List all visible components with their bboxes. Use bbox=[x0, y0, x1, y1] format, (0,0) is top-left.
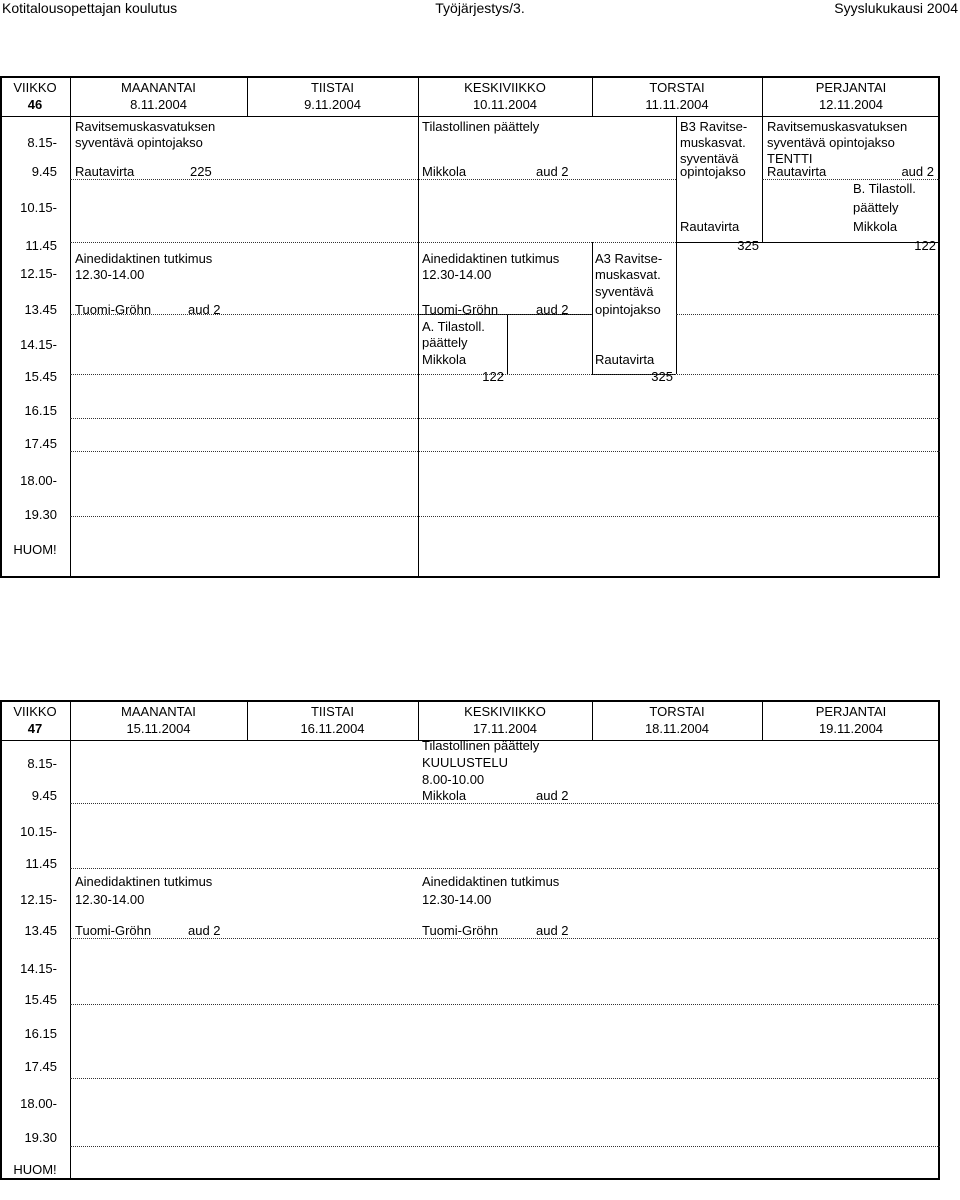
time-label: 15.45 bbox=[24, 369, 57, 384]
time-separator bbox=[676, 314, 940, 315]
day-date: 15.11.2004 bbox=[126, 721, 191, 736]
time-label: 10.15- bbox=[20, 824, 57, 839]
box-border bbox=[676, 116, 677, 242]
time-label: 16.15 bbox=[24, 403, 57, 418]
course-title: Ainedidaktinen tutkimus bbox=[422, 251, 560, 266]
course-title: Ravitsemuskasvatuksen bbox=[767, 119, 908, 134]
course-subtitle: syventävä bbox=[680, 151, 739, 166]
time-label: 16.15 bbox=[24, 1026, 57, 1041]
course-title: Tilastollinen päättely bbox=[422, 119, 540, 134]
header-center: Työjärjestys/3. bbox=[435, 0, 525, 16]
day-name: PERJANTAI bbox=[815, 80, 887, 95]
course-title: B3 Ravitse- bbox=[680, 119, 748, 134]
room-label: 225 bbox=[190, 164, 212, 179]
schedule-week-47 bbox=[0, 700, 960, 1200]
day-name: KESKIVIIKKO bbox=[464, 704, 546, 719]
header-left: Kotitalousopettajan koulutus bbox=[2, 0, 178, 16]
time-label: 10.15- bbox=[20, 200, 57, 215]
room-label: aud 2 bbox=[536, 923, 569, 938]
course-time: 8.00-10.00 bbox=[422, 772, 485, 787]
day-date: 8.11.2004 bbox=[130, 97, 187, 112]
room-label: 325 bbox=[651, 369, 673, 384]
time-label: 9.45 bbox=[31, 164, 57, 179]
day-date: 11.11.2004 bbox=[645, 97, 709, 112]
day-date: 10.11.2004 bbox=[472, 97, 538, 112]
teacher-name: Rautavirta bbox=[75, 164, 135, 179]
room-label: 122 bbox=[914, 238, 936, 253]
time-separator bbox=[70, 868, 940, 869]
time-separator bbox=[70, 1078, 940, 1079]
time-separator bbox=[70, 242, 676, 243]
teacher-name: Rautavirta bbox=[595, 352, 655, 367]
day-date: 18.11.2004 bbox=[644, 721, 710, 736]
time-label: 13.45 bbox=[24, 923, 57, 938]
box-border bbox=[676, 242, 677, 374]
time-separator bbox=[70, 374, 940, 375]
time-label: 11.45 bbox=[25, 856, 57, 871]
room-label: aud 2 bbox=[901, 164, 934, 179]
time-separator bbox=[762, 179, 940, 180]
course-subtitle: syventävä bbox=[595, 284, 654, 299]
teacher-name: Tuomi-Gröhn bbox=[422, 302, 499, 317]
room-label: 325 bbox=[737, 238, 759, 253]
day-name: TIISTAI bbox=[310, 704, 355, 719]
day-name: TORSTAI bbox=[649, 80, 705, 95]
course-subtitle: päättely bbox=[853, 200, 899, 215]
header-right: Syyslukukausi 2004 bbox=[834, 0, 958, 16]
course-subtitle: KUULUSTELU bbox=[422, 755, 508, 770]
day-name: MAANANTAI bbox=[121, 80, 196, 95]
time-label: 17.45 bbox=[24, 1059, 57, 1074]
day-name: PERJANTAI bbox=[815, 704, 887, 719]
teacher-name: Mikkola bbox=[422, 352, 467, 367]
time-label: 12.15- bbox=[20, 892, 57, 907]
box-border bbox=[507, 314, 508, 374]
teacher-name: Tuomi-Gröhn bbox=[75, 302, 152, 317]
room-label: aud 2 bbox=[188, 923, 221, 938]
time-label: 17.45 bbox=[24, 436, 57, 451]
time-separator bbox=[70, 938, 940, 939]
course-subtitle: muskasvat. bbox=[595, 267, 661, 282]
course-time: 12.30-14.00 bbox=[422, 892, 492, 907]
time-separator bbox=[70, 516, 940, 517]
time-label: 19.30 bbox=[24, 1130, 57, 1145]
time-label: 18.00- bbox=[20, 473, 57, 488]
room-label: aud 2 bbox=[188, 302, 221, 317]
course-title: Ainedidaktinen tutkimus bbox=[75, 874, 213, 889]
teacher-name: Rautavirta bbox=[767, 164, 827, 179]
course-subtitle: päättely bbox=[422, 335, 468, 350]
time-label: 19.30 bbox=[24, 507, 57, 522]
course-title: B. Tilastoll. bbox=[853, 181, 916, 196]
column-divider bbox=[70, 700, 71, 1180]
time-separator bbox=[70, 1146, 940, 1147]
week-label: VIIKKO bbox=[13, 704, 57, 719]
course-time: 12.30-14.00 bbox=[75, 267, 145, 282]
day-name: TIISTAI bbox=[310, 80, 355, 95]
teacher-name: Tuomi-Gröhn bbox=[75, 923, 152, 938]
time-label: 11.45 bbox=[25, 238, 57, 253]
time-label: 18.00- bbox=[20, 1096, 57, 1111]
room-label: 122 bbox=[482, 369, 504, 384]
course-time: 12.30-14.00 bbox=[75, 892, 145, 907]
column-divider bbox=[70, 76, 71, 578]
day-date: 12.11.2004 bbox=[818, 97, 884, 112]
day-name: TORSTAI bbox=[649, 704, 705, 719]
day-date: 9.11.2004 bbox=[304, 97, 361, 112]
time-label: 13.45 bbox=[24, 302, 57, 317]
time-separator bbox=[70, 418, 940, 419]
room-label: aud 2 bbox=[536, 302, 569, 317]
time-label: 8.15- bbox=[27, 756, 57, 771]
day-date: 19.11.2004 bbox=[818, 721, 884, 736]
course-subtitle: muskasvat. bbox=[680, 135, 746, 150]
schedule-week-46 bbox=[0, 76, 960, 578]
column-divider bbox=[418, 76, 419, 578]
note-label: HUOM! bbox=[13, 1162, 57, 1177]
teacher-name: Mikkola bbox=[853, 219, 898, 234]
room-label: aud 2 bbox=[536, 788, 569, 803]
day-name: MAANANTAI bbox=[121, 704, 196, 719]
course-subtitle: syventävä opintojakso bbox=[75, 135, 203, 150]
time-separator bbox=[70, 451, 940, 452]
note-label: HUOM! bbox=[13, 542, 57, 557]
time-separator bbox=[70, 1004, 940, 1005]
time-label: 8.15- bbox=[27, 135, 57, 150]
time-separator bbox=[70, 179, 676, 180]
course-title: A. Tilastoll. bbox=[422, 319, 485, 334]
course-title: Tilastollinen päättely bbox=[422, 738, 540, 753]
teacher-name: Rautavirta bbox=[680, 219, 740, 234]
teacher-name: Tuomi-Gröhn bbox=[422, 923, 499, 938]
day-date: 17.11.2004 bbox=[472, 721, 538, 736]
day-name: KESKIVIIKKO bbox=[464, 80, 546, 95]
week-label: VIIKKO bbox=[13, 80, 57, 95]
time-label: 9.45 bbox=[31, 788, 57, 803]
exam-label: TENTTI bbox=[767, 151, 813, 166]
course-title: Ainedidaktinen tutkimus bbox=[422, 874, 560, 889]
week-number: 46 bbox=[27, 97, 43, 112]
time-separator bbox=[70, 803, 940, 804]
course-time: 12.30-14.00 bbox=[422, 267, 492, 282]
course-subtitle: opintojakso bbox=[595, 302, 661, 317]
course-subtitle: syventävä opintojakso bbox=[767, 135, 895, 150]
course-title: Ravitsemuskasvatuksen bbox=[75, 119, 216, 134]
header-divider bbox=[0, 116, 940, 117]
week-number: 47 bbox=[27, 721, 43, 736]
course-title: A3 Ravitse- bbox=[595, 251, 663, 266]
course-subtitle: opintojakso bbox=[680, 164, 746, 179]
course-title: Ainedidaktinen tutkimus bbox=[75, 251, 213, 266]
room-label: aud 2 bbox=[536, 164, 569, 179]
teacher-name: Mikkola bbox=[422, 164, 467, 179]
teacher-name: Mikkola bbox=[422, 788, 467, 803]
time-label: 14.15- bbox=[20, 961, 57, 976]
time-label: 12.15- bbox=[20, 266, 57, 281]
time-label: 15.45 bbox=[24, 992, 57, 1007]
box-border bbox=[592, 242, 593, 374]
time-label: 14.15- bbox=[20, 337, 57, 352]
day-date: 16.11.2004 bbox=[300, 721, 365, 736]
